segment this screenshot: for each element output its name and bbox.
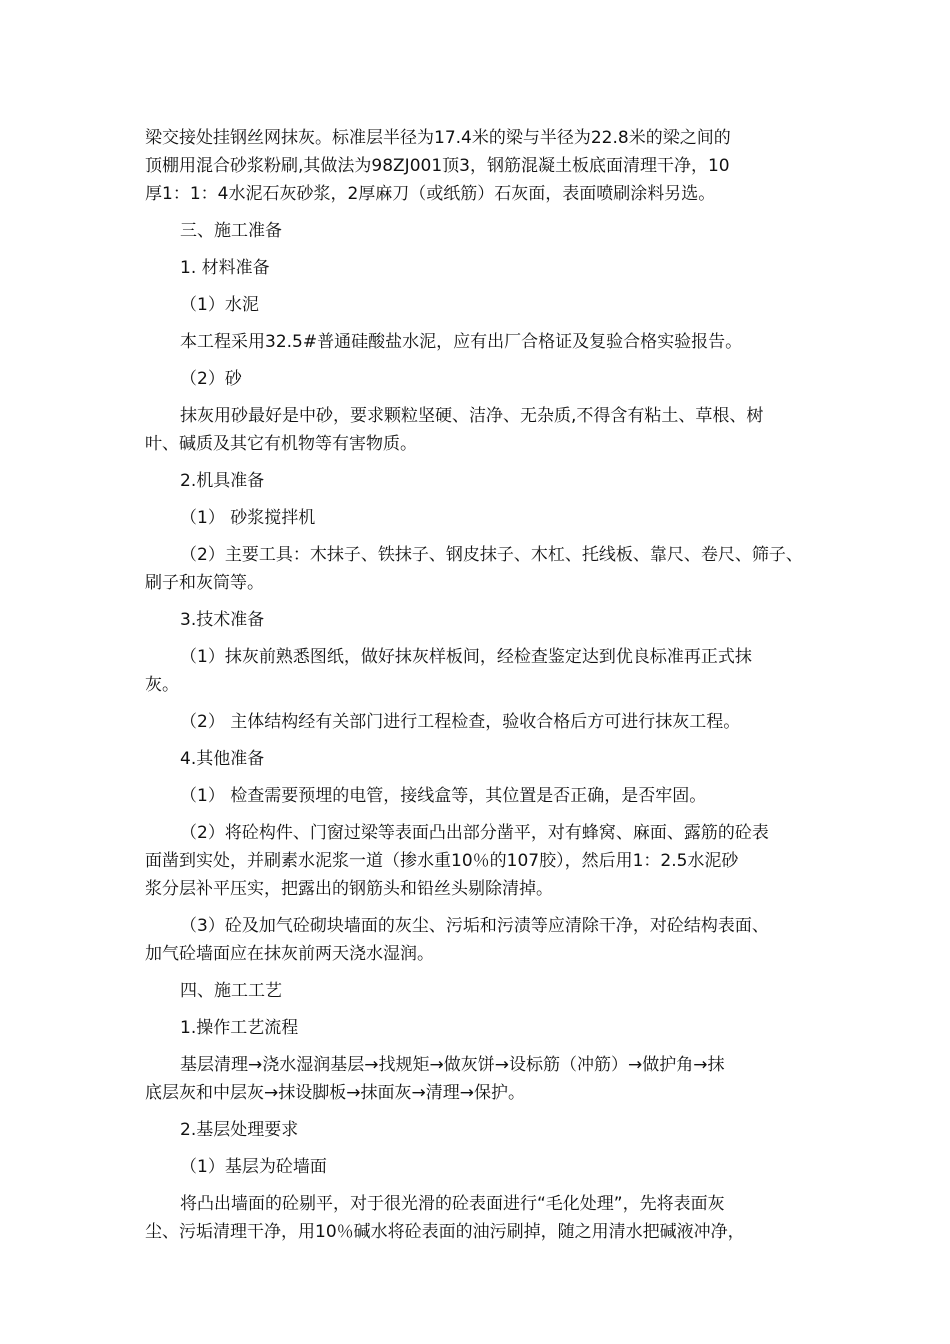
text-line: 本工程采用32.5#普通硅酸盐水泥，应有出厂合格证及复验合格实验报告。 (180, 332, 743, 352)
item-heading (145, 1153, 810, 1181)
paragraph (145, 708, 810, 736)
text-line: 1.操作工艺流程 (180, 1018, 299, 1038)
paragraph (145, 643, 810, 699)
text-line: 三、施工准备 (180, 221, 282, 241)
paragraph (145, 912, 810, 968)
text-line: （2）将砼构件、门窗过梁等表面凸出部分凿平，对有蜂窝、麻面、露筋的砼表 (180, 823, 769, 843)
paragraph (145, 328, 810, 356)
document-body (145, 124, 810, 1255)
subsection-heading (145, 606, 810, 634)
text-line: 3.技术准备 (180, 610, 265, 630)
text-line: （1）抹灰前熟悉图纸，做好抹灰样板间，经检查鉴定达到优良标准再正式抹 (180, 647, 752, 667)
text-line: 浆分层补平压实，把露出的钢筋头和铅丝头剔除清掉。 (145, 879, 553, 899)
subsection-heading (145, 745, 810, 773)
paragraph (145, 124, 810, 208)
text-line: 顶棚用混合砂浆粉刷,其做法为98ZJ001顶3，钢筋混凝土板底面清理干净，10 (145, 156, 730, 176)
text-line: （3）砼及加气砼砌块墙面的灰尘、污垢和污渍等应清除干净，对砼结构表面、 (180, 916, 769, 936)
subsection-heading (145, 467, 810, 495)
paragraph (145, 402, 810, 458)
paragraph (145, 819, 810, 903)
paragraph (145, 1190, 810, 1246)
text-line: 叶、碱质及其它有机物等有害物质。 (145, 434, 417, 454)
item-heading (145, 291, 810, 319)
section-heading (145, 217, 810, 245)
paragraph (145, 1051, 810, 1107)
text-line: （2）主要工具：木抹子、铁抹子、钢皮抹子、木杠、托线板、靠尺、卷尺、筛子、 (180, 545, 803, 565)
item-heading (145, 365, 810, 393)
text-line: 底层灰和中层灰→抹设脚板→抹面灰→清理→保护。 (145, 1083, 525, 1103)
text-line: 面凿到实处，并刷素水泥浆一道（掺水重10％的107胶），然后用1：2.5水泥砂 (145, 851, 739, 871)
text-line: 梁交接处挂钢丝网抹灰。标准层半径为17.4米的梁与半径为22.8米的梁之间的 (145, 128, 731, 148)
text-line: 厚1：1：4水泥石灰砂浆，2厚麻刀（或纸筋）石灰面，表面喷刷涂料另选。 (145, 184, 716, 204)
text-line: （2） 主体结构经有关部门进行工程检查，验收合格后方可进行抹灰工程。 (180, 712, 741, 732)
text-line: （1）水泥 (180, 295, 259, 315)
item-heading (145, 504, 810, 532)
paragraph (145, 782, 810, 810)
text-line: 抹灰用砂最好是中砂，要求颗粒坚硬、洁净、无杂质,不得含有粘土、草根、树 (180, 406, 764, 426)
text-line: 四、施工工艺 (180, 981, 282, 1001)
section-heading (145, 977, 810, 1005)
text-line: 将凸出墙面的砼剔平，对于很光滑的砼表面进行“毛化处理”，先将表面灰 (180, 1194, 725, 1214)
text-line: （1）基层为砼墙面 (180, 1157, 327, 1177)
text-line: 刷子和灰筒等。 (145, 573, 264, 593)
text-line: 1. 材料准备 (180, 258, 270, 278)
text-line: 尘、污垢清理干净，用10％碱水将砼表面的油污刷掉，随之用清水把碱液冲净， (145, 1222, 745, 1242)
text-line: 基层清理→浇水湿润基层→找规矩→做灰饼→设标筋（冲筋）→做护角→抹 (180, 1055, 725, 1075)
text-line: 4.其他准备 (180, 749, 265, 769)
subsection-heading (145, 1116, 810, 1144)
text-line: （2）砂 (180, 369, 242, 389)
text-line: 2.基层处理要求 (180, 1120, 299, 1140)
text-line: （1） 砂浆搅拌机 (180, 508, 316, 528)
text-line: 2.机具准备 (180, 471, 265, 491)
text-line: （1） 检查需要预埋的电管，接线盒等，其位置是否正确，是否牢固。 (180, 786, 707, 806)
paragraph (145, 541, 810, 597)
subsection-heading (145, 254, 810, 282)
subsection-heading (145, 1014, 810, 1042)
text-line: 加气砼墙面应在抹灰前两天浇水湿润。 (145, 944, 434, 964)
text-line: 灰。 (145, 675, 179, 695)
